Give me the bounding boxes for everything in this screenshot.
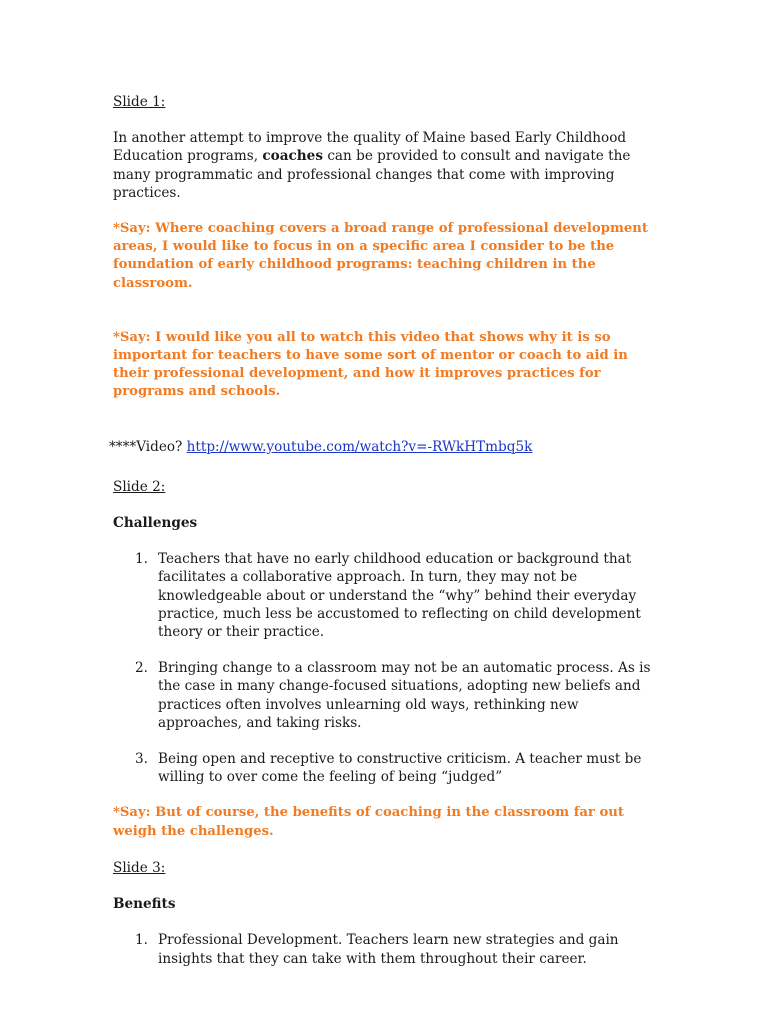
slide-1-intro [113, 129, 658, 202]
document-page [109, 93, 658, 968]
list-item [113, 931, 658, 967]
intro-text-bold: coaches [262, 148, 323, 165]
list-item-text: Bringing change to a classroom may not be an automatic process. As is the case in many change-focused situations, adopting new beliefs and practices often involves unlearning old ways, rethinking new approaches, and taking risks. [158, 660, 651, 731]
say-note-1: *Say: Where coaching covers a broad range of professional development areas, I would like to focus in on a specific area I consider to be the foundation of early childhood programs: teaching children in the classroom. [113, 221, 648, 291]
benefits-list [113, 931, 658, 967]
list-item-text: Professional Development. Teachers learn new strategies and gain insights that they can take with them throughout their career. [158, 932, 619, 967]
challenges-list [113, 550, 658, 786]
list-item [113, 659, 658, 732]
list-item [113, 550, 658, 641]
intro-text-after: can be provided to consult and navigate the many programmatic and professional changes that come with improving practices. [113, 148, 631, 201]
list-item-text: Teachers that have no early childhood education or background that facilitates a collaborative approach. In turn, they may not be knowledgeable about or understand the “why” behind their everyday practice, much less be accustomed to reflecting on child development theory or their practice. [158, 551, 641, 641]
list-item-number: 2. [135, 660, 148, 677]
slide-2-heading: Slide 2: [113, 478, 166, 495]
video-prefix: ****Video? [109, 438, 187, 455]
challenges-title: Challenges [113, 515, 198, 532]
list-item-text: Being open and receptive to constructive criticism. A teacher must be willing to over come the feeling of being “judged” [158, 751, 642, 786]
say-note-2: *Say: I would like you all to watch this video that shows why it is so important for teachers to have some sort of mentor or coach to aid in their professional development, and how it improves practices for programs and schools. [113, 329, 628, 400]
list-item-number: 3. [135, 751, 148, 768]
slide-1-heading: Slide 1: [113, 94, 166, 110]
video-link[interactable]: http://www.youtube.com/watch?v=-RWkHTmbq5k [186, 438, 533, 455]
list-item-number: 1. [135, 932, 148, 949]
list-item [113, 750, 658, 786]
list-item-number: 1. [135, 551, 148, 568]
say-note-3: *Say: But of course, the benefits of coaching in the classroom far out weigh the challenges. [113, 805, 624, 839]
video-line [109, 438, 658, 456]
intro-text-before: In another attempt to improve the quality of Maine based Early Childhood Education programs, [113, 130, 627, 165]
benefits-title: Benefits [113, 896, 176, 913]
slide-3-heading: Slide 3: [113, 859, 166, 876]
